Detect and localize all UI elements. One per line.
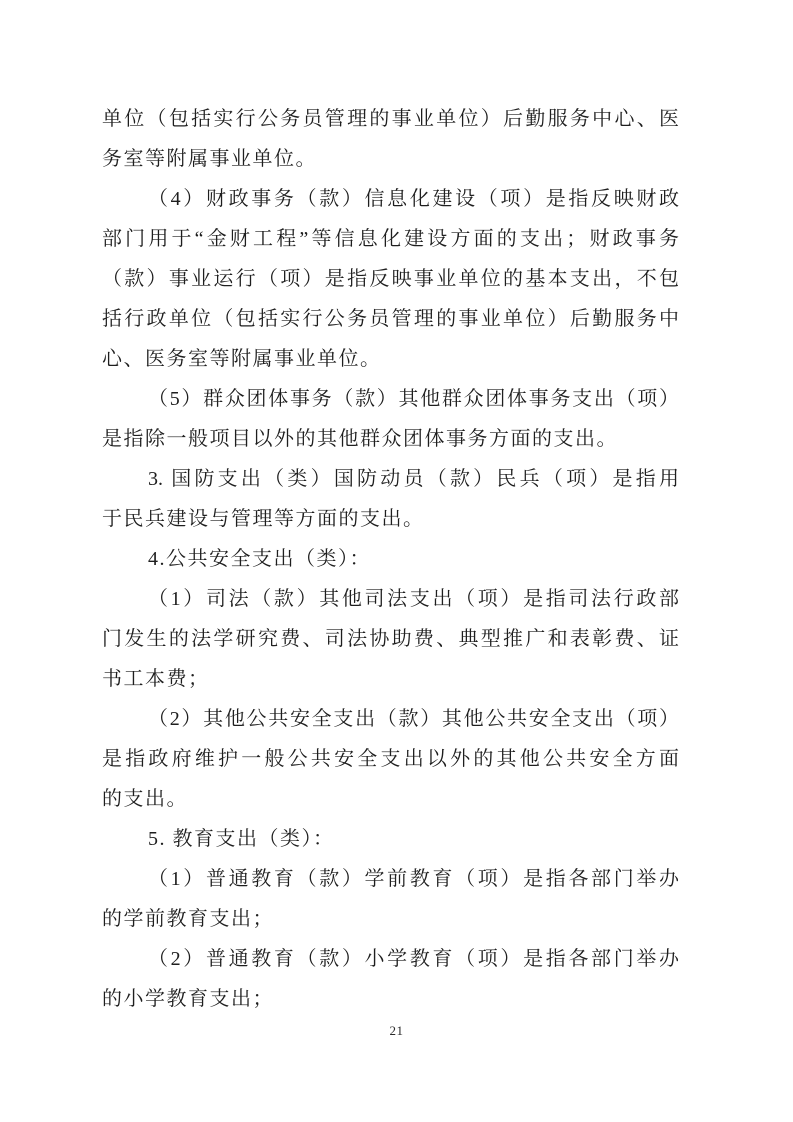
text-line: 是指除一般项目以外的其他群众团体事务方面的支出。: [102, 428, 618, 450]
text-line: （4）财政事务（款）信息化建设（项）是指反映财政: [148, 188, 679, 210]
text-line: 务室等附属事业单位。: [102, 148, 317, 170]
text-block: [102, 99, 679, 1019]
text-line: 门发生的法学研究费、司法协助费、典型推广和表彰费、证: [102, 628, 679, 650]
text-line: 3. 国防支出（类）国防动员（款）民兵（项）是指用: [148, 468, 679, 490]
text-line: 是指政府维护一般公共安全支出以外的其他公共安全方面: [102, 748, 679, 770]
text-line: 的小学教育支出；: [102, 988, 274, 1010]
text-line: 的支出。: [102, 788, 188, 810]
text-line: 括行政单位（包括实行公务员管理的事业单位）后勤服务中: [102, 308, 679, 330]
text-line: （2）普通教育（款）小学教育（项）是指各部门举办: [148, 948, 679, 970]
text-line: （1）司法（款）其他司法支出（项）是指司法行政部: [148, 588, 679, 610]
text-line: 的学前教育支出；: [102, 908, 274, 930]
text-line: 部门用于“金财工程”等信息化建设方面的支出；财政事务: [102, 228, 679, 250]
text-line: 单位（包括实行公务员管理的事业单位）后勤服务中心、医: [102, 108, 679, 130]
text-line: （1）普通教育（款）学前教育（项）是指各部门举办: [148, 868, 679, 890]
page-number: 21: [389, 1023, 404, 1038]
text-line: （款）事业运行（项）是指反映事业单位的基本支出，不包: [102, 268, 679, 290]
text-line: 4.公共安全支出（类）：: [148, 548, 371, 570]
text-line: 书工本费；: [102, 668, 210, 690]
text-line: 5. 教育支出（类）：: [148, 828, 335, 850]
text-line: 于民兵建设与管理等方面的支出。: [102, 508, 425, 530]
text-line: （2）其他公共安全支出（款）其他公共安全支出（项）: [148, 708, 679, 730]
text-line: 心、医务室等附属事业单位。: [102, 348, 382, 370]
text-line: （5）群众团体事务（款）其他群众团体事务支出（项）: [148, 388, 679, 410]
